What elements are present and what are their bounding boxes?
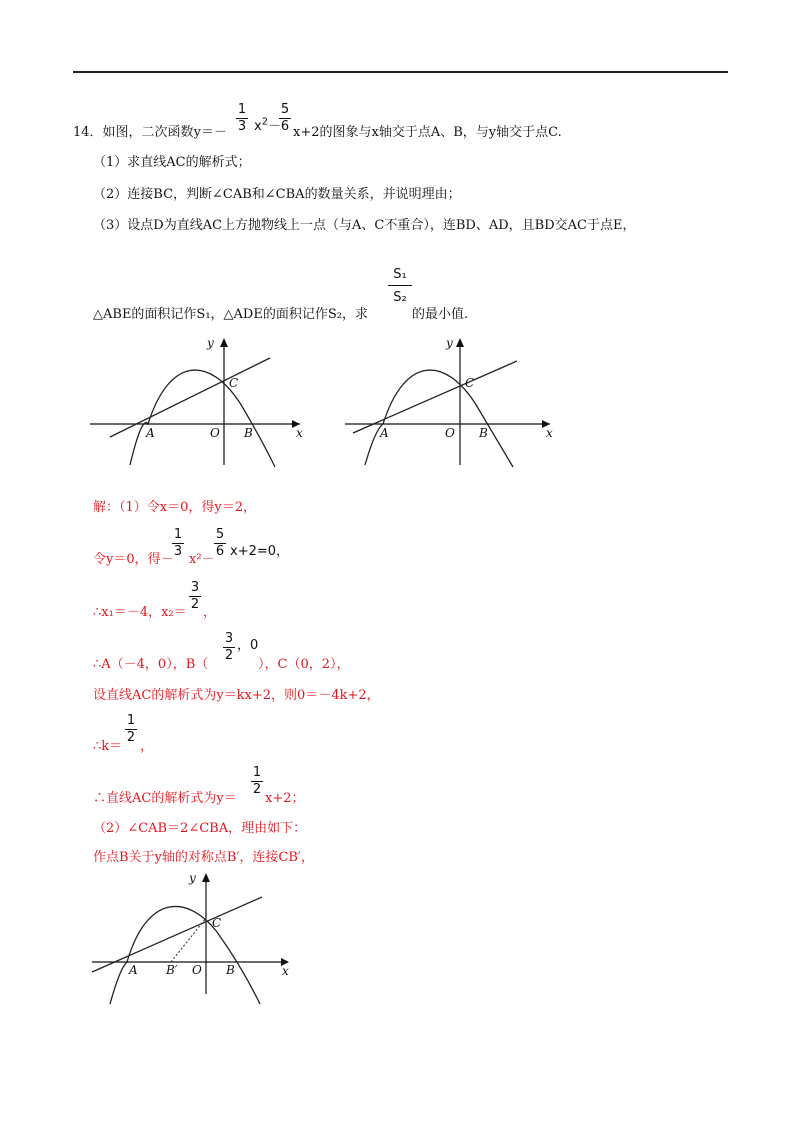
x-axis-label: x xyxy=(296,426,303,440)
fraction-s1-s2: S₁ S₂ xyxy=(388,268,412,305)
figure-parabola-reflection xyxy=(92,872,302,1012)
point-b-prime-label: B′ xyxy=(166,963,178,977)
point-a-label: A xyxy=(380,426,389,440)
point-a-label: A xyxy=(129,963,138,977)
point-b-label: B xyxy=(244,426,253,440)
solution-line-4-tail: ），C（0，2）， xyxy=(258,657,350,672)
point-c-label: C xyxy=(212,916,222,930)
solution-fraction-slope: 1 2 xyxy=(252,765,262,797)
problem-stem: 14．如图，二次函数y＝－ xyxy=(73,125,227,140)
y-axis-label: y xyxy=(207,336,214,350)
solution-fraction-five-sixths: 5 6 xyxy=(215,527,225,559)
figure-parabola-1 xyxy=(90,335,315,470)
solution-line-1: 解：（1）令x＝0，得y＝2， xyxy=(93,500,256,515)
solution-line-6-tail: ， xyxy=(140,739,154,754)
solution-line-4: ∴A（－4，0），B（ xyxy=(93,657,209,672)
origin-label: O xyxy=(445,426,455,440)
x-axis-label: x xyxy=(546,426,553,440)
x-squared: $x^2-$ xyxy=(254,116,282,134)
question-3: （3）设点D为直线AC上方抛物线上一点（与A、C不重合），连BD、AD，且BD交AC于点E， xyxy=(93,218,636,233)
point-c-label: C xyxy=(465,376,475,390)
stem-post: x+2的图象与x轴交于点A、B，与y轴交于点C. xyxy=(293,125,562,140)
question-3-tail: 的最小值. xyxy=(412,307,469,322)
question-2: （2）连接BC，判断∠CAB和∠CBA的数量关系，并说明理由； xyxy=(93,187,461,202)
point-b-label: B xyxy=(226,963,235,977)
solution-fraction-b-x: 3 2 xyxy=(224,631,234,663)
solution-line-3-tail: ， xyxy=(203,605,217,620)
solution-fraction-one-third: 1 3 xyxy=(173,527,183,559)
solution-line-2: 令y＝0，得－ xyxy=(93,552,174,567)
solution-b-y: ，0 xyxy=(237,638,259,653)
point-a-label: A xyxy=(146,426,155,440)
solution-line-8: （2）∠CAB＝2∠CBA，理由如下： xyxy=(93,821,307,836)
point-b-label: B xyxy=(479,426,488,440)
solution-fraction-three-halves: 3 2 xyxy=(190,580,200,612)
solution-fraction-k: 1 2 xyxy=(126,713,136,745)
fraction-five-sixths: 5 6 xyxy=(280,102,290,134)
origin-label: O xyxy=(192,963,202,977)
solution-line-6: ∴k＝ xyxy=(93,739,123,754)
solution-x-squared: x²－ xyxy=(189,552,215,567)
figure-parabola-2 xyxy=(345,335,570,470)
question-1: （1）求直线AC的解析式； xyxy=(93,155,251,170)
point-c-label: C xyxy=(229,376,239,390)
fraction-one-third: 1 3 xyxy=(237,102,247,134)
header-rule xyxy=(73,71,728,73)
solution-line-7: ∴直线AC的解析式为y＝ xyxy=(93,791,237,806)
solution-line-3: ∴x₁＝－4，x₂＝ xyxy=(93,605,187,620)
solution-line-5: 设直线AC的解析式为y＝kx+2，则0＝－4k+2， xyxy=(93,688,380,703)
origin-label: O xyxy=(210,426,220,440)
y-axis-label: y xyxy=(189,871,196,885)
y-axis-label: y xyxy=(446,336,453,350)
solution-equation-tail: x+2=0， xyxy=(230,544,290,559)
question-3-continued: △ABE的面积记作S₁，△ADE的面积记作S₂，求 xyxy=(93,307,368,322)
x-axis-label: x xyxy=(282,964,289,978)
solution-line-7-tail: x+2； xyxy=(265,791,305,806)
solution-line-9: 作点B关于y轴的对称点B′，连接CB′， xyxy=(93,850,314,865)
